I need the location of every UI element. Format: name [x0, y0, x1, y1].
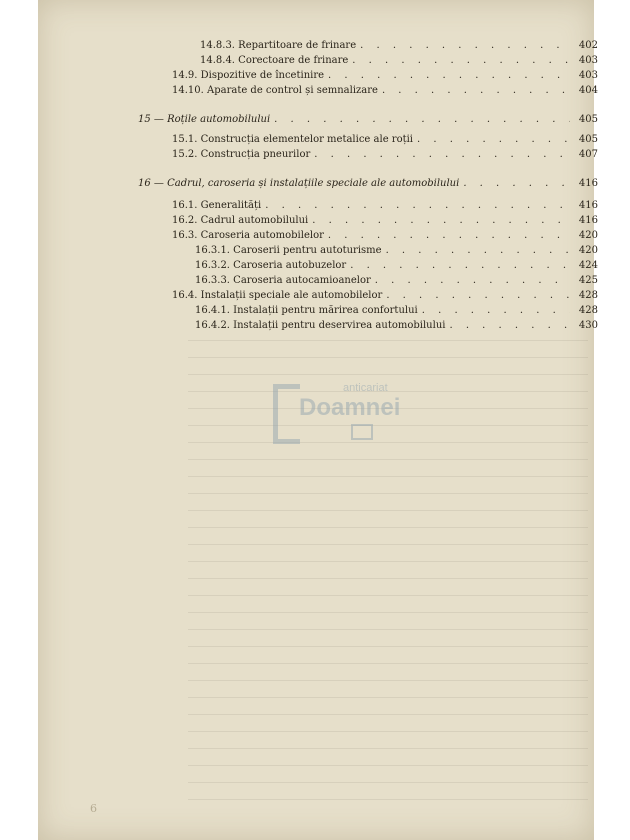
leader-dots [422, 303, 570, 318]
leader-dots [449, 318, 570, 333]
leader-dots [312, 213, 570, 228]
toc-entry-page: 402 [578, 40, 598, 51]
watermark-top-text: anticariat [343, 382, 388, 394]
toc-entry-label: 15.2. Construcția pneurilor [172, 149, 311, 160]
leader-dots [386, 243, 570, 258]
toc-entry-label: 14.8.4. Corectoare de frinare [200, 55, 349, 66]
toc-entry-label: 14.10. Aparate de control și semnalizare [172, 85, 378, 96]
toc-entry [138, 83, 598, 98]
leader-dots [314, 147, 570, 162]
toc-entry [138, 38, 598, 53]
watermark-logo [273, 380, 453, 440]
watermark-frame-icon [273, 384, 300, 444]
leader-dots [265, 198, 570, 213]
toc-entry-label: 16.2. Cadrul automobilului [172, 215, 309, 226]
leader-dots [350, 258, 570, 273]
toc-entry-page: 416 [578, 215, 598, 226]
toc-entry-label: 16.3.3. Caroseria autocamioanelor [195, 275, 371, 286]
toc-entry [138, 53, 598, 68]
leader-dots [360, 38, 570, 53]
toc-entry [138, 68, 598, 83]
toc-entry-page: 425 [578, 275, 598, 286]
toc-entry-page: 420 [578, 245, 598, 256]
toc-entry-page: 424 [578, 260, 598, 271]
leader-dots [274, 112, 570, 127]
leader-dots [375, 273, 570, 288]
toc-entry-label: 16.4.1. Instalații pentru mărirea confortului [195, 305, 418, 316]
leader-dots [386, 288, 570, 303]
toc-entry-page: 428 [578, 290, 598, 301]
page-number: 6 [90, 802, 97, 815]
toc-entry-label: 16.4.2. Instalații pentru deservirea automobilului [195, 320, 446, 331]
toc-entry-label: 14.9. Dispozitive de încetinire [172, 70, 325, 81]
leader-dots [328, 228, 570, 243]
toc-entry-label: 16.1. Generalități [172, 200, 262, 211]
toc-chapter-15 [138, 112, 598, 127]
toc-entry-label: 16.3.1. Caroserii pentru autoturisme [195, 245, 382, 256]
toc-entry-page: 403 [578, 55, 598, 66]
toc-entry [138, 288, 598, 303]
toc-entry-label: 16.3.2. Caroseria autobuzelor [195, 260, 347, 271]
leader-dots [352, 53, 570, 68]
toc-entry [138, 303, 598, 318]
toc-entry-page: 430 [578, 320, 598, 331]
toc-chapter-label: 16 — Cadrul, caroseria și instalațiile speciale ale automobilului [138, 178, 460, 189]
toc-chapter-16 [138, 176, 598, 191]
toc-entry-label: 14.8.3. Repartitoare de frinare [200, 40, 357, 51]
leader-dots [463, 176, 570, 191]
toc-entry-page: 405 [578, 134, 598, 145]
leader-dots [417, 132, 570, 147]
toc-entry-label: 15.1. Construcția elementelor metalice ale roții [172, 134, 414, 145]
toc-chapter-page: 405 [578, 114, 598, 125]
table-of-contents [138, 38, 598, 333]
toc-entry [138, 147, 598, 162]
toc-entry [138, 213, 598, 228]
toc-entry [138, 243, 598, 258]
toc-entry-page: 416 [578, 200, 598, 211]
toc-entry-page: 428 [578, 305, 598, 316]
book-page [38, 0, 598, 840]
leader-dots [328, 68, 570, 83]
toc-entry-page: 403 [578, 70, 598, 81]
toc-entry [138, 318, 598, 333]
toc-entry-label: 16.3. Caroseria automobilelor [172, 230, 324, 241]
toc-entry-page: 420 [578, 230, 598, 241]
toc-entry [138, 273, 598, 288]
toc-entry-label: 16.4. Instalații speciale ale automobilelor [172, 290, 383, 301]
toc-entry [138, 258, 598, 273]
toc-chapter-page: 416 [578, 178, 598, 189]
toc-entry [138, 228, 598, 243]
toc-entry [138, 132, 598, 147]
books-icon [351, 424, 373, 440]
toc-entry-page: 404 [578, 85, 598, 96]
leader-dots [382, 83, 570, 98]
toc-entry-page: 407 [578, 149, 598, 160]
toc-entry [138, 198, 598, 213]
toc-chapter-label: 15 — Roțile automobilului [138, 114, 271, 125]
watermark-main-text: Doamnei [299, 394, 401, 421]
